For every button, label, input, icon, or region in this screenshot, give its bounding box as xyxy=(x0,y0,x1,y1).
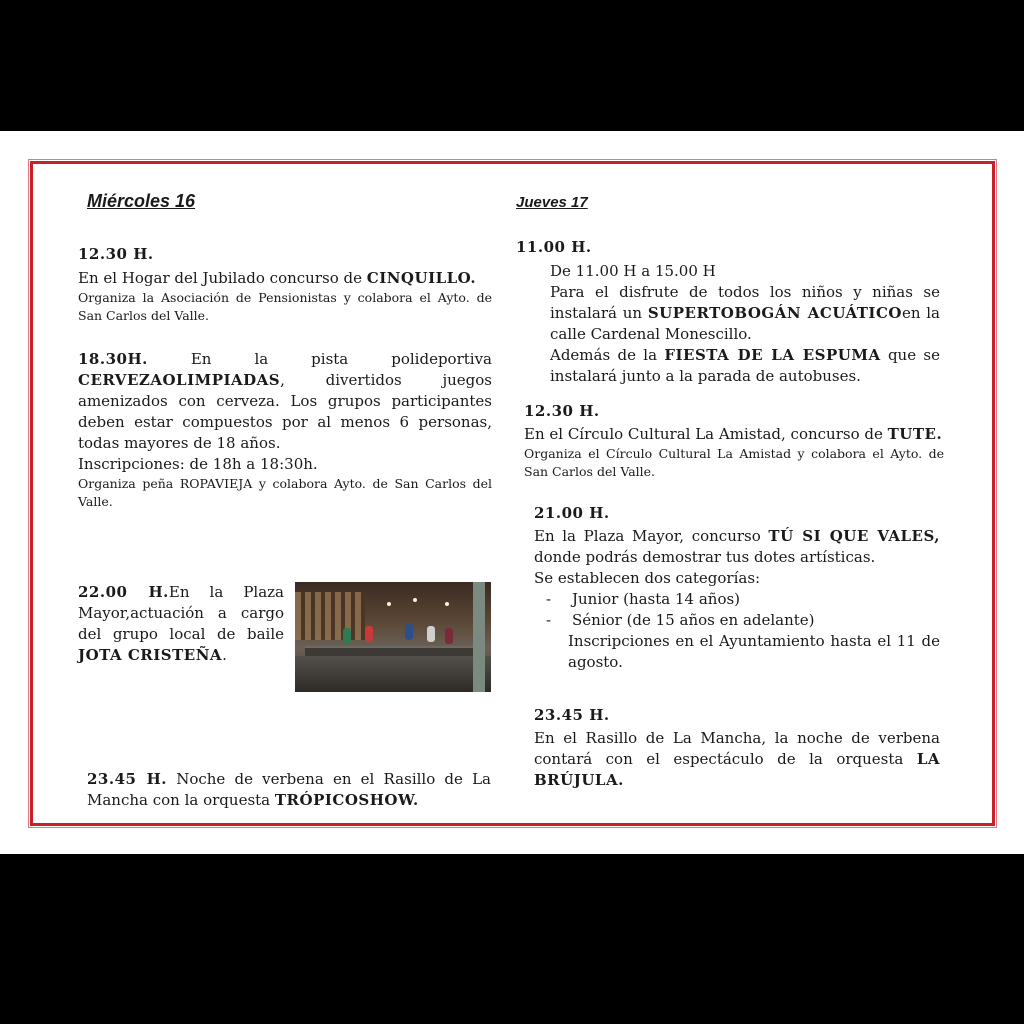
event-text: Noche de verbena en el Rasillo de La Mancha con la orquesta xyxy=(87,770,491,809)
event-text: En el Rasillo de La Mancha, la noche de verbena contará con el espectáculo de la orquesta xyxy=(534,729,940,768)
event-time: 23.45 H. xyxy=(534,706,610,724)
event-text: En la Plaza Mayor,actuación a cargo del grupo local de baile xyxy=(78,583,284,643)
day-heading-thursday: Jueves 17 xyxy=(516,194,588,211)
event-wed-2345 xyxy=(87,769,491,811)
event-text: En el Círculo Cultural La Amistad, concurso de xyxy=(524,425,888,443)
event-description xyxy=(524,424,944,445)
event-text: Además de la xyxy=(550,346,665,364)
event-description xyxy=(534,728,940,791)
event-highlight: FIESTA DE LA ESPUMA xyxy=(664,346,881,364)
event-thu-1230 xyxy=(524,401,944,481)
event-highlight: TRÓPICOSHOW. xyxy=(274,791,419,809)
event-highlight: CERVEZAOLIMPIADAS xyxy=(78,371,281,389)
event-note: Organiza la Asociación de Pensionistas y colabora el Ayto. de San Carlos del Valle. xyxy=(78,290,492,323)
event-description xyxy=(534,526,940,568)
event-time: 12.30 H. xyxy=(78,245,154,263)
event-inscriptions: Inscripciones: de 18h a 18:30h. xyxy=(78,455,318,473)
event-text: en la calle Cardenal Monescillo. xyxy=(550,304,940,343)
event-text: . xyxy=(222,646,227,664)
event-description xyxy=(516,261,940,387)
categories-list xyxy=(534,589,940,631)
event-highlight: JOTA CRISTEÑA xyxy=(78,646,223,664)
event-wed-2200 xyxy=(78,582,284,666)
event-text: En el Hogar del Jubilado concurso de xyxy=(78,269,367,287)
event-time: 12.30 H. xyxy=(524,402,600,420)
event-wed-1230 xyxy=(78,244,492,325)
event-highlight: LA BRÚJULA. xyxy=(534,750,940,789)
event-time: 21.00 H. xyxy=(534,504,610,522)
event-text: que se instalará junto a la parada de autobuses. xyxy=(550,346,940,385)
event-schedule: De 11.00 H a 15.00 H xyxy=(550,262,716,280)
event-description xyxy=(78,268,492,289)
event-text: donde podrás demostrar tus dotes artísticas. xyxy=(534,548,876,566)
event-note: Organiza el Círculo Cultural La Amistad y colabora el Ayto. de San Carlos del Valle. xyxy=(524,446,944,479)
event-highlight: TÚ SI QUE VALES, xyxy=(768,527,940,545)
event-text: Para el disfrute de todos los niños y niñas se instalará un xyxy=(550,283,940,322)
event-time: 22.00 H. xyxy=(78,583,169,601)
event-thu-2345 xyxy=(534,705,940,791)
list-item: - Sénior (de 15 años en adelante) xyxy=(534,610,940,631)
event-time: 18.30H. xyxy=(78,350,148,368)
categories-intro: Se establecen dos categorías: xyxy=(534,569,761,587)
list-item: - Junior (hasta 14 años) xyxy=(534,589,940,610)
event-highlight: TUTE. xyxy=(887,425,943,443)
jota-dance-photo xyxy=(295,582,491,692)
event-wed-1830 xyxy=(78,349,492,511)
event-time: 11.00 H. xyxy=(516,238,592,256)
event-time: 23.45 H. xyxy=(87,770,168,788)
event-text: , divertidos juegos amenizados con cerveza. Los grupos participantes deben estar compuestos por al menos 6 personas, todas mayores de 18 años. xyxy=(78,371,492,452)
event-thu-1100 xyxy=(516,237,940,387)
day-heading-wednesday: Miércoles 16 xyxy=(87,191,196,211)
event-highlight: SUPERTOBOGÁN ACUÁTICO xyxy=(647,304,902,322)
event-text: En la Plaza Mayor, concurso xyxy=(534,527,769,545)
event-text: En la pista polideportiva xyxy=(147,350,492,368)
event-note: Organiza peña ROPAVIEJA y colabora Ayto. de San Carlos del Valle. xyxy=(78,476,492,509)
event-description xyxy=(78,349,492,454)
event-highlight: CINQUILLO. xyxy=(366,269,477,287)
event-inscriptions: Inscripciones en el Ayuntamiento hasta el 11 de agosto. xyxy=(568,632,940,671)
event-thu-2100 xyxy=(534,503,940,673)
